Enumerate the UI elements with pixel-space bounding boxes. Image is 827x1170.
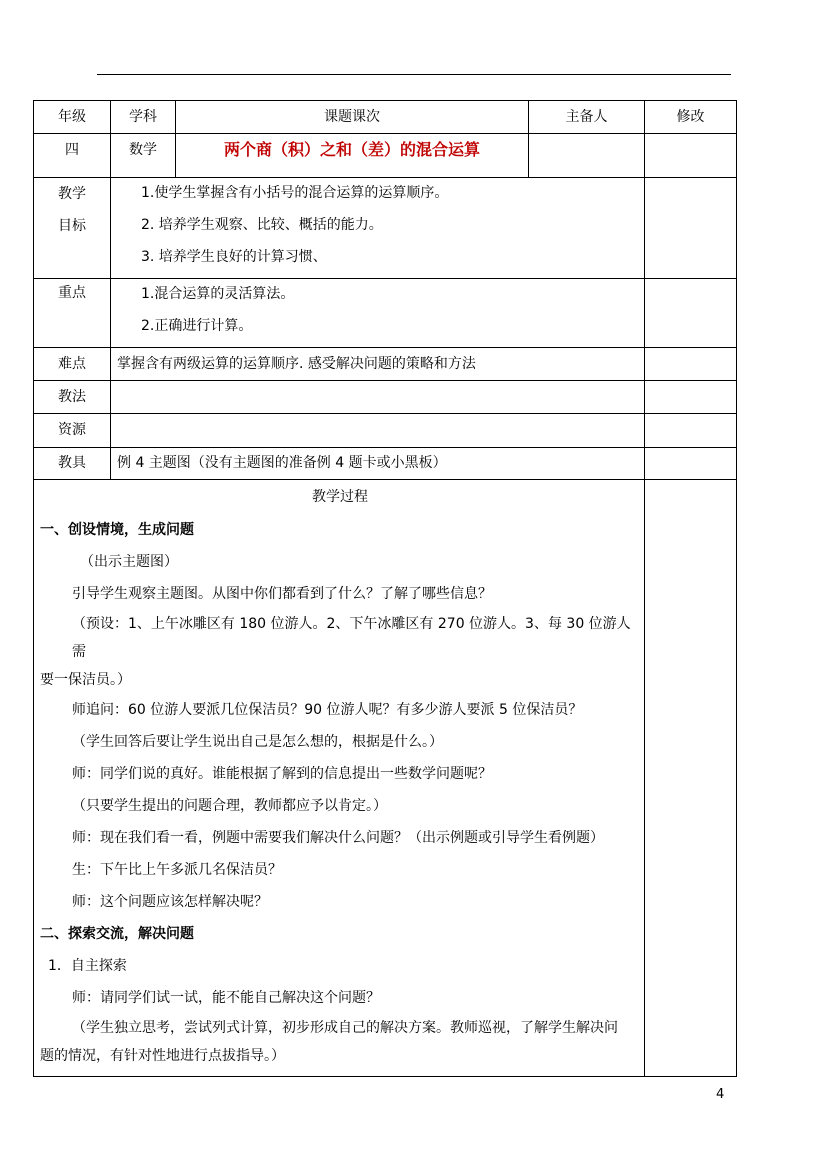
preparer-value: [529, 134, 645, 178]
process-paragraph: （只要学生提出的问题合理，教师都应予以肯定。）: [72, 798, 387, 814]
process-paragraph: 师：这个问题应该怎样解决呢？: [72, 894, 268, 910]
method-text: [111, 381, 645, 414]
keypoints-row: [34, 279, 737, 348]
process-content: [34, 480, 645, 1077]
process-paragraph: 师追问：60 位游人要派几位保洁员？90 位游人呢？有多少游人要派 5 位保洁员？: [72, 702, 583, 718]
header-subject: 学科: [111, 101, 176, 134]
page-number: 4: [716, 1087, 725, 1102]
keypoints-label: 重点: [34, 279, 111, 348]
process-paragraph: （出示主题图）: [80, 554, 178, 570]
process-row: [34, 480, 737, 1077]
revise-cell-info: [645, 134, 737, 178]
process-paragraph: （学生回答后要让学生说出自己是怎么想的，根据是什么。）: [72, 734, 443, 750]
process-paragraph: 师：现在我们看一看，例题中需要我们解决什么问题？（出示例题或引导学生看例题）: [72, 830, 604, 846]
header-row: [34, 101, 737, 134]
revise-cell-tools: [645, 448, 737, 480]
resources-label: 资源: [34, 414, 111, 448]
goals-row: [34, 178, 737, 279]
lesson-plan-table: [33, 100, 737, 1077]
process-paragraph: 引导学生观察主题图。从图中你们都看到了什么？了解了哪些信息？: [72, 586, 492, 602]
goals-label-bottom: 目标: [58, 218, 86, 234]
keypoint-item: 2.正确进行计算。: [141, 318, 253, 334]
method-label: 教法: [34, 381, 111, 414]
subject-value: 数学: [111, 134, 176, 178]
difficulty-label: 难点: [34, 348, 111, 381]
revise-cell-keypoints: [645, 279, 737, 348]
revise-cell-goals: [645, 178, 737, 279]
process-paragraph-cont: 题的情况，有针对性地进行点拔指导。）: [40, 1048, 285, 1064]
process-paragraph: 生：下午比上午多派几名保洁员？: [72, 862, 282, 878]
header-rule: [97, 74, 731, 75]
process-paragraph: 师：同学们说的真好。谁能根据了解到的信息提出一些数学问题呢？: [72, 766, 492, 782]
goals-content: [111, 178, 645, 279]
revise-cell-difficulty: [645, 348, 737, 381]
goal-item: 1.使学生掌握含有小括号的混合运算的运算顺序。: [141, 185, 449, 201]
process-paragraph: （预设：1、上午冰雕区有 180 位游人。2、下午冰雕区有 270 位游人。3、每 30 位游人需: [72, 616, 631, 660]
header-topic: 课题课次: [176, 101, 529, 134]
difficulty-row: [34, 348, 737, 381]
grade-value: 四: [34, 134, 111, 178]
keypoint-item: 1.混合运算的灵活算法。: [141, 286, 295, 302]
resources-row: [34, 414, 737, 448]
info-row: [34, 134, 737, 178]
goal-item: 2. 培养学生观察、比较、概括的能力。: [141, 217, 383, 233]
process-paragraph: 师：请同学们试一试，能不能自己解决这个问题？: [72, 990, 380, 1006]
header-grade: 年级: [34, 101, 111, 134]
difficulty-text: 掌握含有两级运算的运算顺序. 感受解决问题的策略和方法: [111, 348, 645, 381]
keypoints-content: [111, 279, 645, 348]
revise-cell-process: [645, 480, 737, 1077]
process-paragraph: 1．自主探索: [48, 958, 127, 974]
goal-item: 3. 培养学生良好的计算习惯、: [141, 249, 327, 265]
tools-label: 教具: [34, 448, 111, 480]
header-preparer: 主备人: [529, 101, 645, 134]
section-heading-2: 二、探索交流，解决问题: [40, 926, 194, 942]
method-row: [34, 381, 737, 414]
resources-text: [111, 414, 645, 448]
revise-cell-resources: [645, 414, 737, 448]
goals-label-top: 教学: [58, 186, 86, 202]
revise-cell-method: [645, 381, 737, 414]
process-title: 教学过程: [312, 489, 368, 505]
process-paragraph-cont: 要一保洁员。）: [40, 672, 131, 688]
section-heading-1: 一、创设情境，生成问题: [40, 522, 194, 538]
header-revise: 修改: [645, 101, 737, 134]
process-paragraph: （学生独立思考，尝试列式计算，初步形成自己的解决方案。教师巡视，了解学生解决问: [72, 1020, 618, 1036]
lesson-title: 两个商（积）之和（差）的混合运算: [176, 134, 529, 178]
goals-label: [34, 178, 111, 279]
tools-text: 例 4 主题图（没有主题图的准备例 4 题卡或小黑板）: [111, 448, 645, 480]
tools-row: [34, 448, 737, 480]
